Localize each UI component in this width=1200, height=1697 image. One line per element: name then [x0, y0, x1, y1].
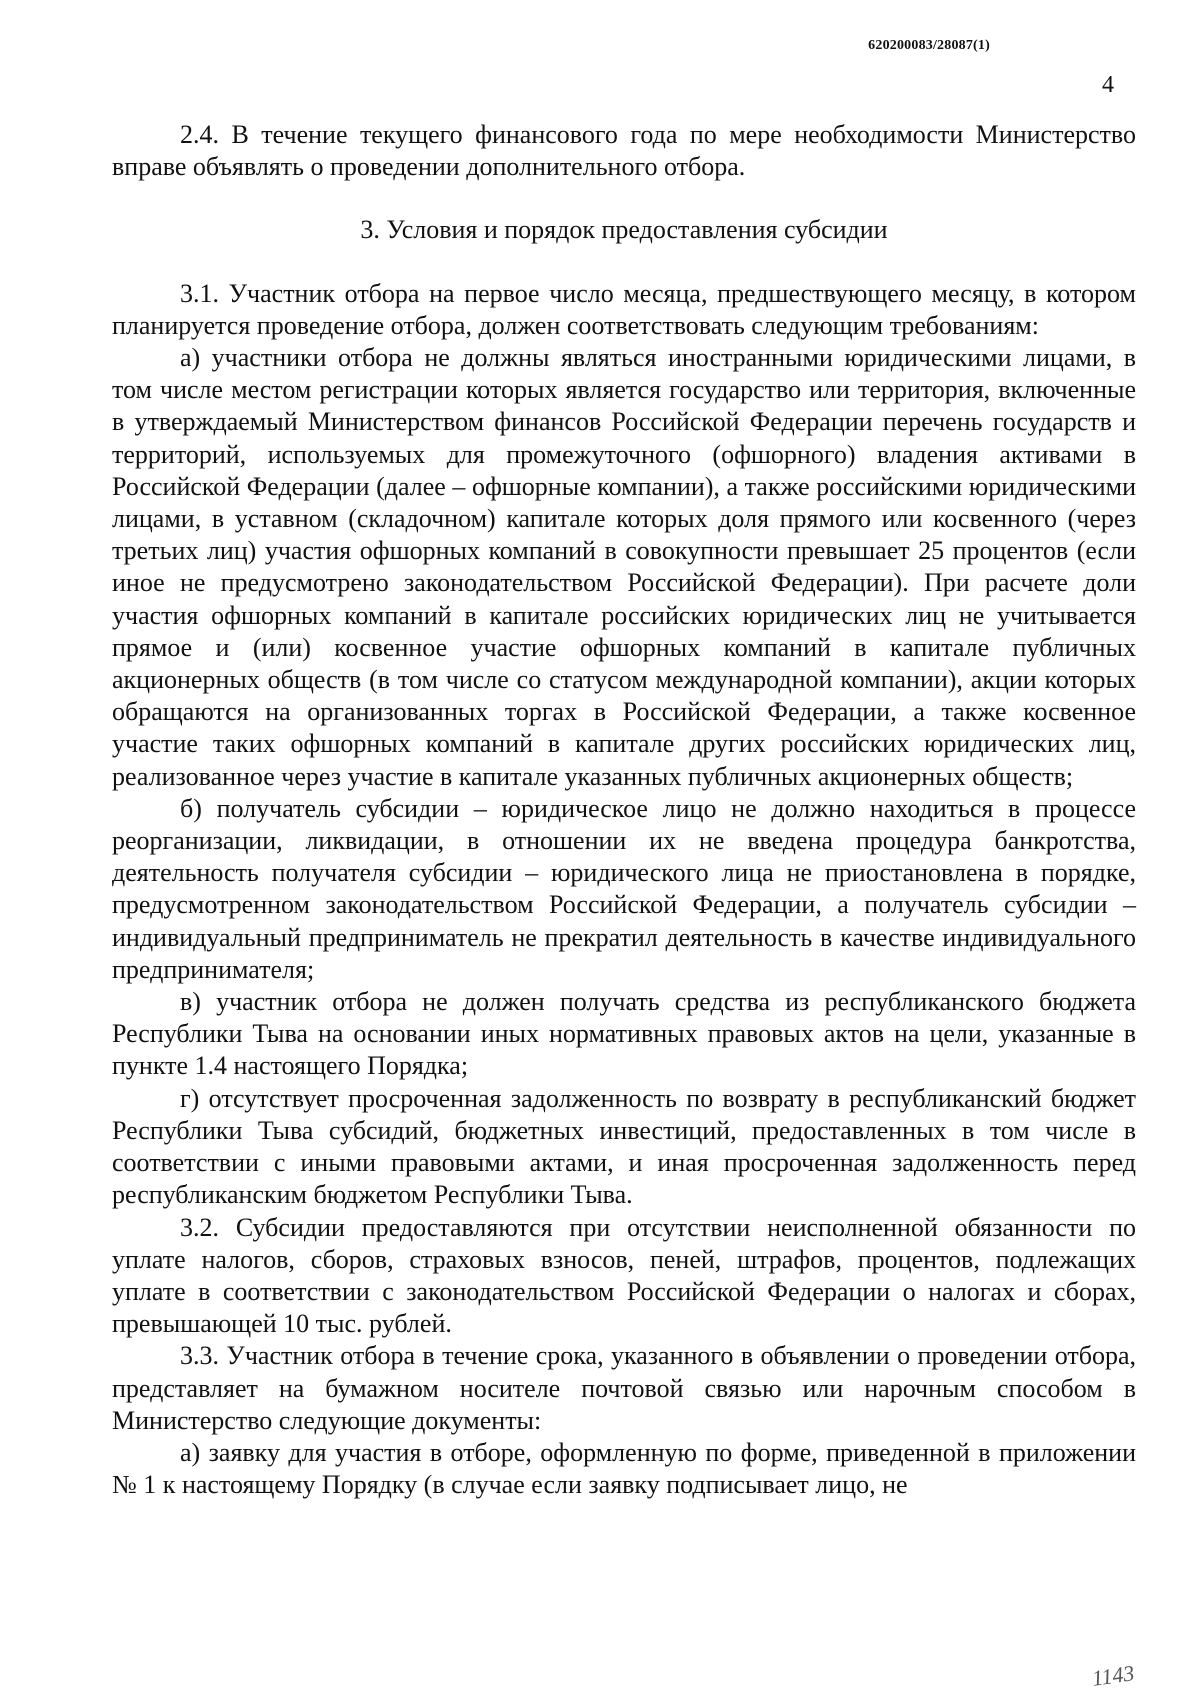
handwritten-page-mark: 1143	[1090, 1660, 1136, 1691]
document-body	[112, 119, 1136, 1501]
paragraph-3-1: 3.1. Участник отбора на первое число месяца, предшествующего месяцу, в котором планируется проведение отбора, должен соответствовать следующим требованиям:	[112, 278, 1136, 340]
paragraph-3-1-a: а) участники отбора не должны являться иностранными юридическими лицами, в том числе местом регистрации которых является государство или территория, включенные в утверждаемый Министерством финансов Российской Федерации перечень государств и территорий, используемых для промежуточного (офшорного) владения активами в Российской Федерации (далее – офшорные компании), а также российскими юридическими лицами, в уставном (складочном) капитале которых доля прямого или косвенного (через третьих лиц) участия офшорных компаний в совокупности превышает 25 процентов (если иное не предусмотрено законодательством Российской Федерации). При расчете доли участия офшорных компаний в капитале российских юридических лиц не учитывается прямое и (или) косвенное участие офшорных компаний в капитале публичных акционерных обществ (в том числе со статусом международной компании), акции которых обращаются на организованных торгах в Российской Федерации, а также косвенное участие таких офшорных компаний в капитале других российских юридических лиц, реализованное через участие в капитале указанных публичных акционерных обществ;	[112, 343, 1136, 791]
section-title: 3. Условия и порядок предоставления субсидии	[360, 215, 888, 245]
paragraph-3-1-g: г) отсутствует просроченная задолженность по возврату в республиканский бюджет Республики Тыва субсидий, бюджетных инвестиций, предоставленных в том числе в соответствии с иными правовыми актами, и иная просроченная задолженность перед республиканским бюджетом Республики Тыва.	[112, 1083, 1136, 1210]
paragraph-3-2: 3.2. Субсидии предоставляются при отсутствии неисполненной обязанности по уплате налогов, сборов, страховых взносов, пеней, штрафов, процентов, подлежащих уплате в соответствии с законодательством Российской Федерации о налогах и сборах, превышающей 10 тыс. рублей.	[112, 1212, 1136, 1339]
page-number: 4	[1102, 72, 1114, 98]
paragraph-3-1-b: б) получатель субсидии – юридическое лицо не должно находиться в процессе реорганизации, ликвидации, в отношении их не введена процедура банкротства, деятельность получателя субсидии – юридического лица не приостановлена в порядке, предусмотренном законодательством Российской Федерации, а получатель субсидии – индивидуальный предприниматель не прекратил деятельность в качестве индивидуального предпринимателя;	[112, 793, 1136, 984]
paragraph-3-3: 3.3. Участник отбора в течение срока, указанного в объявлении о проведении отбора, представляет на бумажном носителе почтовой связью или нарочным способом в Министерство следующие документы:	[112, 1341, 1136, 1435]
paragraph-3-3-a: а) заявку для участия в отборе, оформленную по форме, приведенной в приложении № 1 к настоящему Порядку (в случае если заявку подписывает лицо, не	[112, 1437, 1136, 1500]
document-id: 620200083/28087(1)	[868, 38, 990, 53]
paragraph-2-4: 2.4. В течение текущего финансового года по мере необходимости Министерство вправе объявлять о проведении дополнительного отбора.	[112, 120, 1136, 182]
paragraph-3-1-v: в) участник отбора не должен получать средства из республиканского бюджета Республики Тыва на основании иных нормативных правовых актов на цели, указанные в пункте 1.4 настоящего Порядка;	[112, 987, 1136, 1081]
